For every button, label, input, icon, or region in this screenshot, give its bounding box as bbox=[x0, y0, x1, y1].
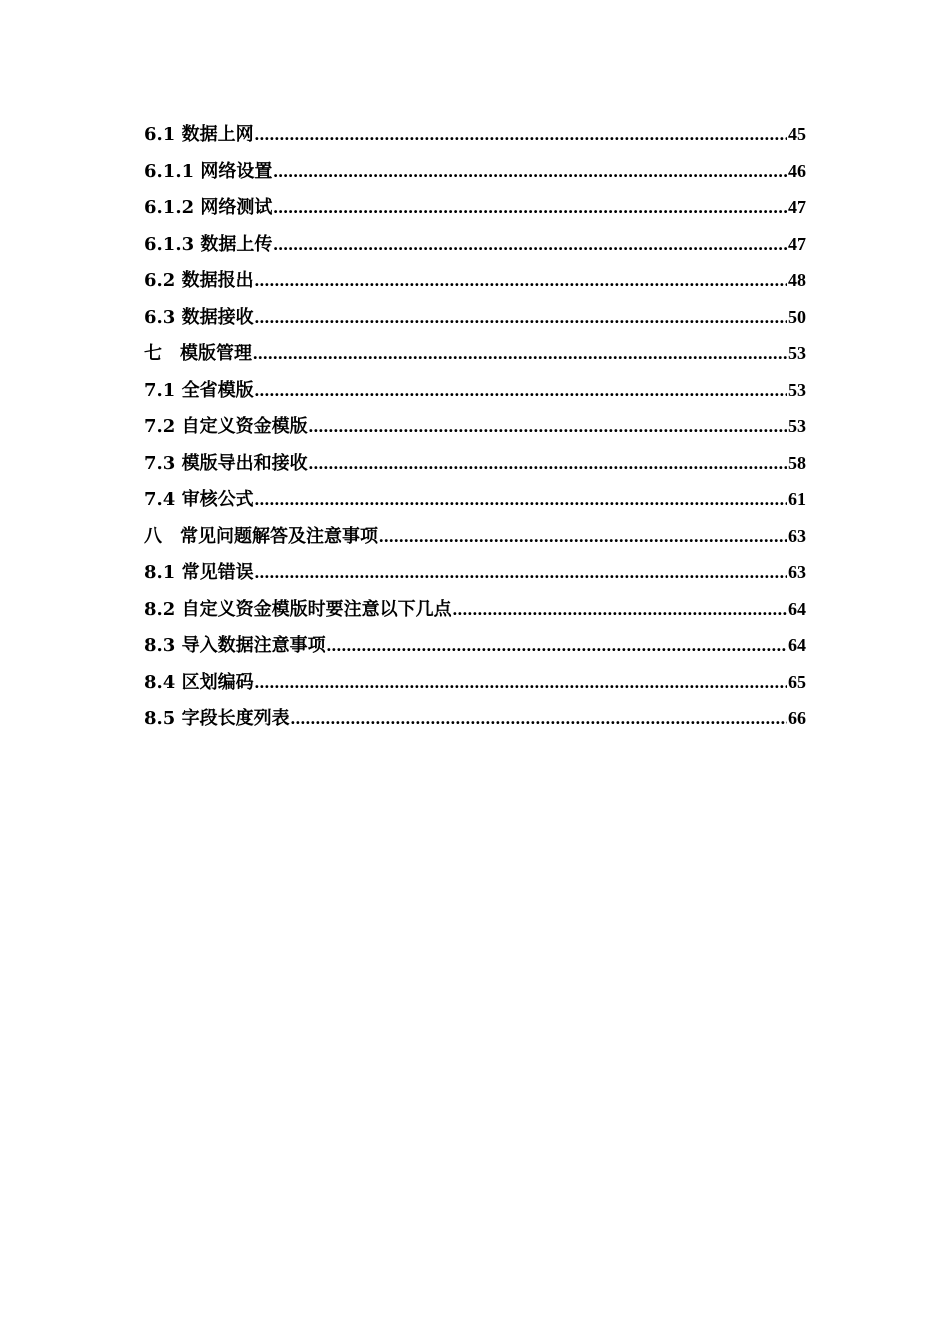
toc-dot-leader bbox=[255, 380, 787, 401]
toc-dot-leader bbox=[273, 161, 787, 182]
toc-page-number: 46 bbox=[788, 160, 806, 181]
toc-dot-leader bbox=[255, 489, 787, 510]
toc-entry[interactable] bbox=[144, 485, 806, 522]
toc-entry-title: 7.1 全省模版 bbox=[144, 379, 254, 401]
toc-page-number: 64 bbox=[788, 635, 806, 655]
toc-entry[interactable] bbox=[144, 376, 806, 413]
toc-dot-leader bbox=[273, 197, 787, 218]
toc-entry[interactable] bbox=[144, 595, 806, 632]
toc-page-number: 65 bbox=[788, 671, 806, 692]
toc-page-number: 47 bbox=[788, 197, 806, 217]
toc-page-number: 58 bbox=[788, 452, 806, 473]
toc-entry[interactable] bbox=[144, 157, 806, 194]
toc-page-number: 63 bbox=[788, 525, 806, 546]
toc-page-number: 63 bbox=[788, 562, 806, 582]
toc-entry-title: 七 模版管理 bbox=[144, 343, 252, 364]
toc-entry-title: 8.3 导入数据注意事项 bbox=[144, 635, 326, 656]
toc-entry-title: 6.1.1 网络设置 bbox=[144, 160, 273, 182]
toc-page-number: 47 bbox=[788, 233, 806, 254]
toc-entry[interactable] bbox=[144, 266, 806, 303]
toc-entry-title: 6.2 数据报出 bbox=[144, 270, 254, 291]
toc-dot-leader bbox=[379, 526, 787, 547]
toc-entry-title: 7.3 模版导出和接收 bbox=[144, 452, 308, 474]
toc-dot-leader bbox=[291, 708, 787, 729]
toc-entry[interactable] bbox=[144, 120, 806, 157]
toc-page-number: 53 bbox=[788, 416, 806, 436]
toc-entry[interactable] bbox=[144, 704, 806, 741]
toc-dot-leader bbox=[309, 416, 787, 437]
toc-entry[interactable] bbox=[144, 339, 806, 376]
toc-entry-title: 8.5 字段长度列表 bbox=[144, 708, 290, 729]
toc-entry[interactable] bbox=[144, 558, 806, 595]
toc-entry-title: 6.3 数据接收 bbox=[144, 306, 254, 328]
toc-page-number: 48 bbox=[788, 270, 806, 290]
table-of-contents bbox=[144, 120, 806, 741]
toc-entry[interactable] bbox=[144, 449, 806, 486]
toc-dot-leader bbox=[309, 453, 787, 474]
toc-page-number: 50 bbox=[788, 306, 806, 327]
toc-entry-title: 6.1 数据上网 bbox=[144, 124, 254, 145]
toc-dot-leader bbox=[255, 124, 787, 145]
toc-dot-leader bbox=[255, 270, 787, 291]
toc-entry[interactable] bbox=[144, 303, 806, 340]
toc-entry-title: 7.4 审核公式 bbox=[144, 489, 254, 510]
toc-dot-leader bbox=[255, 672, 787, 693]
toc-entry-title: 8.1 常见错误 bbox=[144, 562, 254, 583]
toc-entry-title: 6.1.2 网络测试 bbox=[144, 197, 273, 218]
toc-page-number: 45 bbox=[788, 124, 806, 144]
toc-page-number: 64 bbox=[788, 598, 806, 619]
toc-dot-leader bbox=[273, 234, 787, 255]
toc-entry[interactable] bbox=[144, 668, 806, 705]
toc-dot-leader bbox=[255, 307, 787, 328]
toc-entry-title: 7.2 自定义资金模版 bbox=[144, 416, 308, 437]
toc-entry[interactable] bbox=[144, 230, 806, 267]
toc-entry[interactable] bbox=[144, 193, 806, 230]
toc-dot-leader bbox=[253, 343, 787, 364]
toc-dot-leader bbox=[453, 599, 787, 620]
toc-entry[interactable] bbox=[144, 631, 806, 668]
toc-entry-title: 8.4 区划编码 bbox=[144, 671, 254, 693]
toc-page-number: 66 bbox=[788, 708, 806, 728]
toc-entry-title: 八 常见问题解答及注意事项 bbox=[144, 525, 378, 547]
toc-page-number: 53 bbox=[788, 343, 806, 363]
toc-entry[interactable] bbox=[144, 412, 806, 449]
toc-entry[interactable] bbox=[144, 522, 806, 559]
toc-dot-leader bbox=[255, 562, 787, 583]
toc-dot-leader bbox=[327, 635, 787, 656]
toc-entry-title: 8.2 自定义资金模版时要注意以下几点 bbox=[144, 598, 452, 620]
toc-page-number: 61 bbox=[788, 489, 806, 509]
toc-entry-title: 6.1.3 数据上传 bbox=[144, 233, 273, 255]
toc-page-number: 53 bbox=[788, 379, 806, 400]
